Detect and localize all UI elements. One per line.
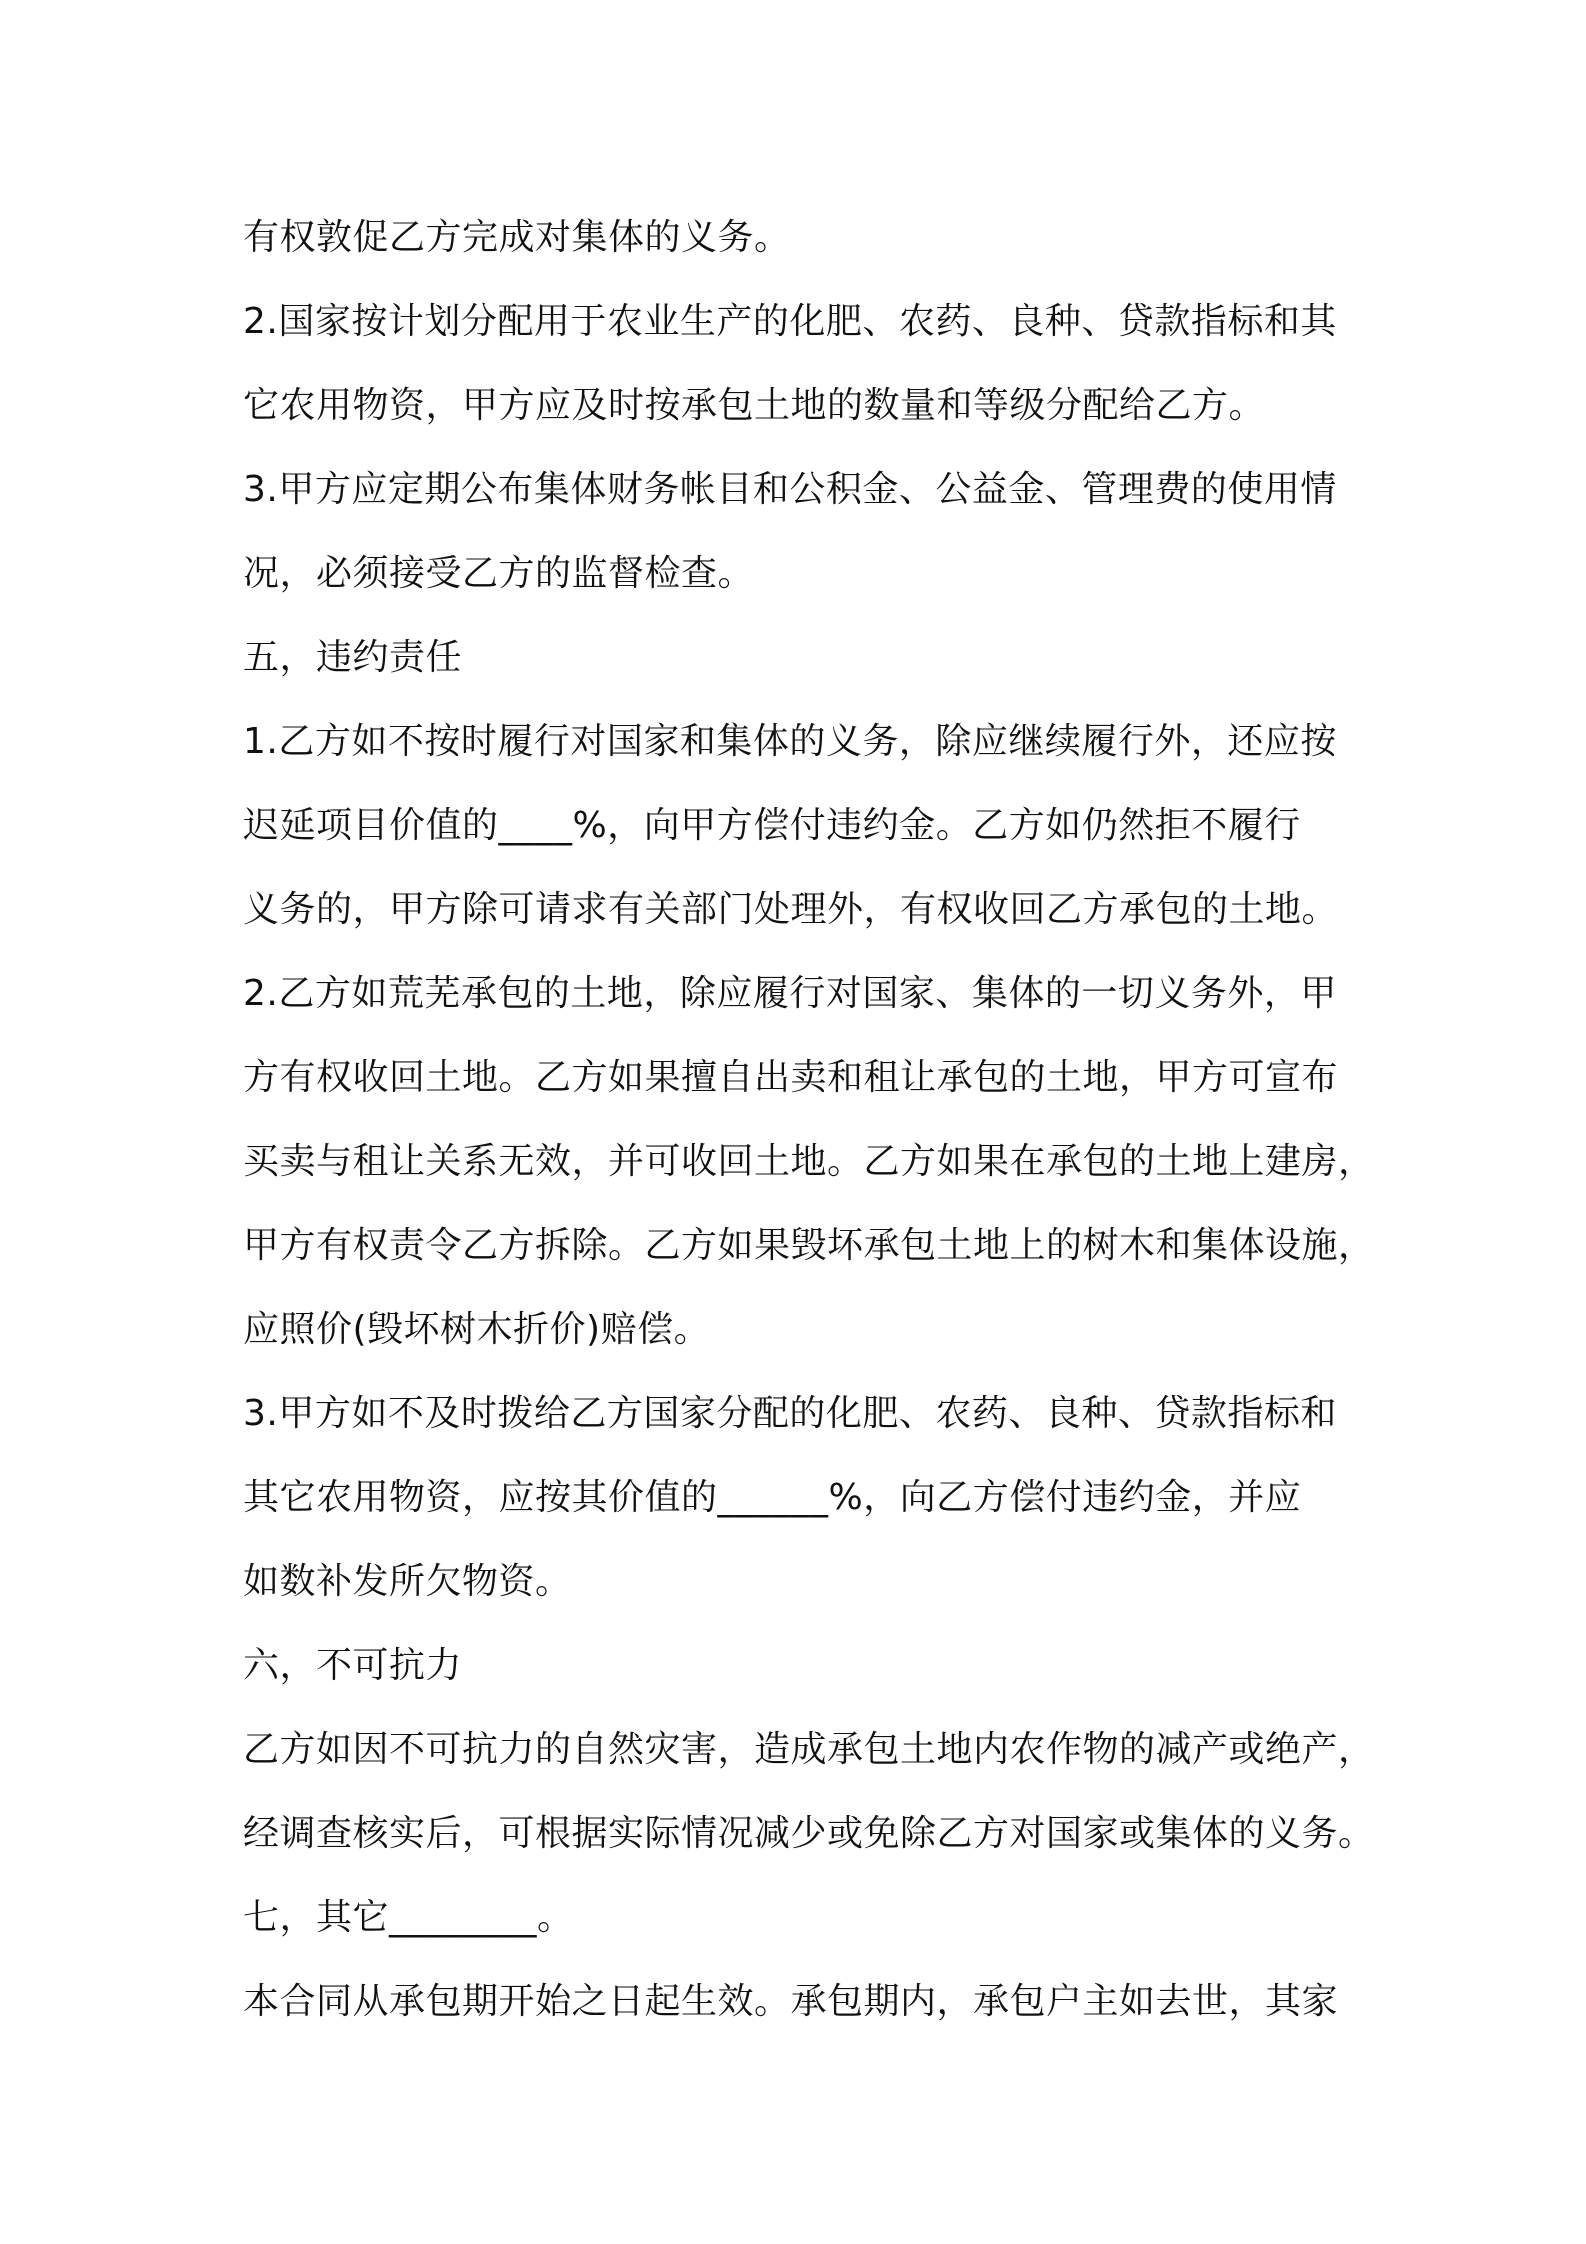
text-line: 1.乙方如不按时履行对国家和集体的义务，除应继续履行外，还应按 [243,721,1337,762]
text-line: 应照价(毁坏树木折价)赔偿。 [243,1309,711,1350]
text-line: 经调查核实后，可根据实际情况减少或免除乙方对国家或集体的义务。 [243,1813,1375,1854]
text-line: 它农用物资，甲方应及时按承包土地的数量和等级分配给乙方。 [243,385,1266,426]
text-line: 2.国家按计划分配用于农业生产的化肥、农药、良种、贷款指标和其 [243,301,1337,342]
text-line: 义务的，甲方除可请求有关部门处理外，有权收回乙方承包的土地。 [243,889,1339,930]
text-line: 迟延项目价值的____%，向甲方偿付违约金。乙方如仍然拒不履行 [243,805,1301,846]
text-line: 甲方有权责令乙方拆除。乙方如果毁坏承包土地上的树木和集体设施， [243,1225,1375,1266]
text-line: 2.乙方如荒芜承包的土地，除应履行对国家、集体的一切义务外，甲 [243,973,1337,1014]
text-line: 3.甲方应定期公布集体财务帐目和公积金、公益金、管理费的使用情 [243,469,1337,510]
text-line: 乙方如因不可抗力的自然灾害，造成承包土地内农作物的减产或绝产， [243,1729,1375,1770]
section-heading: 六，不可抗力 [243,1645,463,1686]
text-line: 有权敦促乙方完成对集体的义务。 [243,217,791,258]
document-body [243,196,1373,2044]
text-line: 其它农用物资，应按其价值的______%，向乙方偿付违约金，并应 [243,1477,1302,1518]
section-heading: 七，其它________。 [243,1897,574,1938]
text-line: 方有权收回土地。乙方如果擅自出卖和租让承包的土地，甲方可宣布 [243,1057,1339,1098]
section-heading: 五，违约责任 [243,637,463,678]
text-line: 如数补发所欠物资。 [243,1561,572,1602]
text-line: 本合同从承包期开始之日起生效。承包期内，承包户主如去世，其家 [243,1981,1339,2022]
text-line: 3.甲方如不及时拨给乙方国家分配的化肥、农药、良种、贷款指标和 [243,1393,1337,1434]
text-line: 买卖与租让关系无效，并可收回土地。乙方如果在承包的土地上建房， [243,1141,1375,1182]
text-line: 况，必须接受乙方的监督检查。 [243,553,755,594]
